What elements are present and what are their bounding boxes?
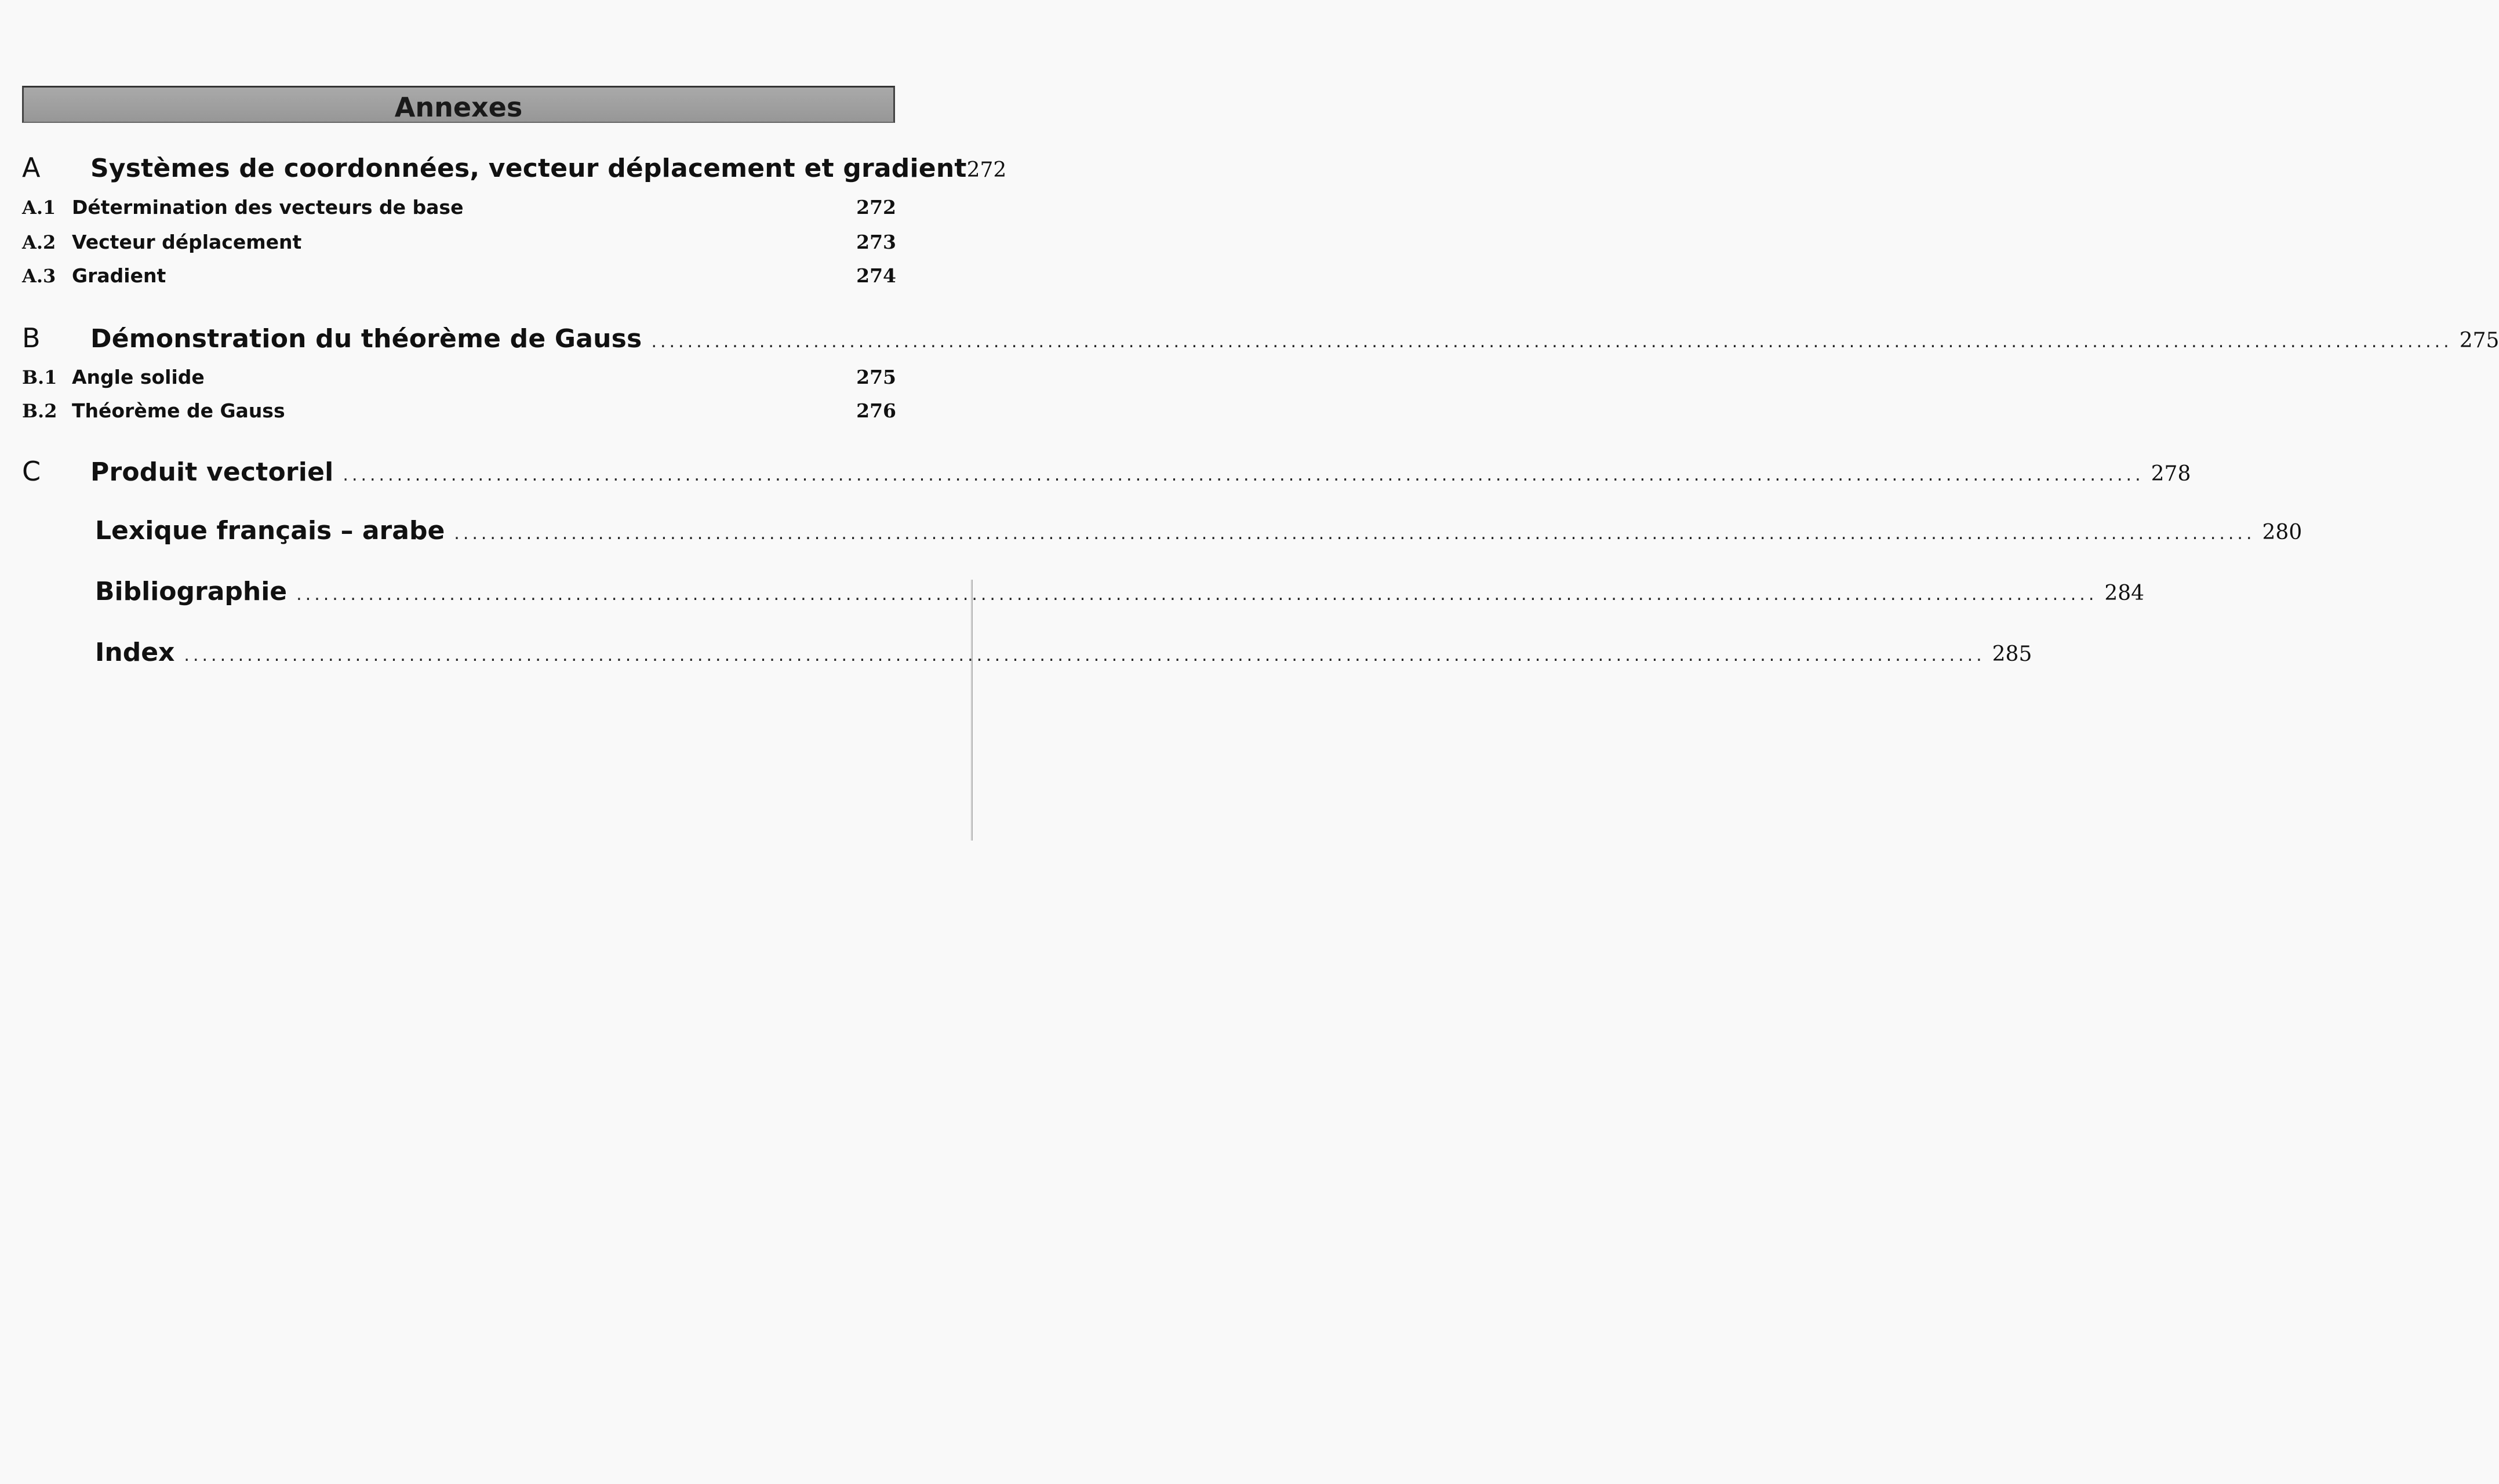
entry-page-number: 280 xyxy=(2262,521,2302,544)
toc-chapter-c[interactable] xyxy=(22,456,2191,487)
toc-section-a2[interactable] xyxy=(22,231,896,253)
chapter-page-number: 275 xyxy=(2459,329,2499,352)
annexes-header-bar xyxy=(22,86,895,123)
section-title: Vecteur déplacement xyxy=(72,231,302,253)
chapter-title: Systèmes de coordonnées, vecteur déplacement et gradient xyxy=(90,154,967,183)
section-label: B.1 xyxy=(22,366,57,388)
section-title: Angle solide xyxy=(72,366,205,388)
section-label: A.1 xyxy=(22,197,56,219)
dot-leader xyxy=(296,584,2097,605)
section-page-number: 274 xyxy=(856,264,896,287)
toc-chapter-b[interactable] xyxy=(22,322,2499,354)
chapter-page-number: 272 xyxy=(966,158,1007,182)
chapter-title: Produit vectoriel xyxy=(90,457,334,487)
chapter-label: B xyxy=(22,322,41,354)
chapter-page-number: 278 xyxy=(2151,462,2191,486)
entry-page-number: 285 xyxy=(1992,642,2032,666)
section-page-number: 276 xyxy=(856,399,896,422)
dot-leader xyxy=(184,645,1985,665)
dot-leader xyxy=(343,465,2144,485)
toc-section-b1[interactable] xyxy=(22,366,896,388)
toc-entry-lexique[interactable] xyxy=(22,516,2302,545)
page-title: Annexes xyxy=(394,92,523,123)
toc-chapter-a[interactable] xyxy=(22,152,1007,183)
section-label: A.2 xyxy=(22,231,56,253)
section-page-number: 272 xyxy=(856,196,896,219)
section-label: B.2 xyxy=(22,400,57,422)
entry-title: Bibliographie xyxy=(95,577,288,606)
section-page-number: 275 xyxy=(856,366,896,388)
dot-leader xyxy=(651,332,2452,352)
section-page-number: 273 xyxy=(856,231,896,253)
chapter-label: A xyxy=(22,152,41,183)
section-title: Théorème de Gauss xyxy=(72,399,285,422)
entry-title: Lexique français – arabe xyxy=(95,516,445,545)
section-title: Détermination des vecteurs de base xyxy=(72,196,464,219)
toc-section-a1[interactable] xyxy=(22,196,896,219)
chapter-title: Démonstration du théorème de Gauss xyxy=(90,324,642,354)
toc-entry-index[interactable] xyxy=(22,638,2032,667)
entry-page-number: 284 xyxy=(2104,581,2145,605)
dot-leader xyxy=(454,523,2255,544)
toc-section-a3[interactable] xyxy=(22,264,896,287)
toc-entry-bibliographie[interactable] xyxy=(22,577,2145,606)
section-title: Gradient xyxy=(72,264,166,287)
chapter-label: C xyxy=(22,456,41,487)
entry-title: Index xyxy=(95,638,175,667)
page-edge-shadow xyxy=(970,580,973,841)
toc-section-b2[interactable] xyxy=(22,399,896,422)
section-label: A.3 xyxy=(22,265,56,287)
